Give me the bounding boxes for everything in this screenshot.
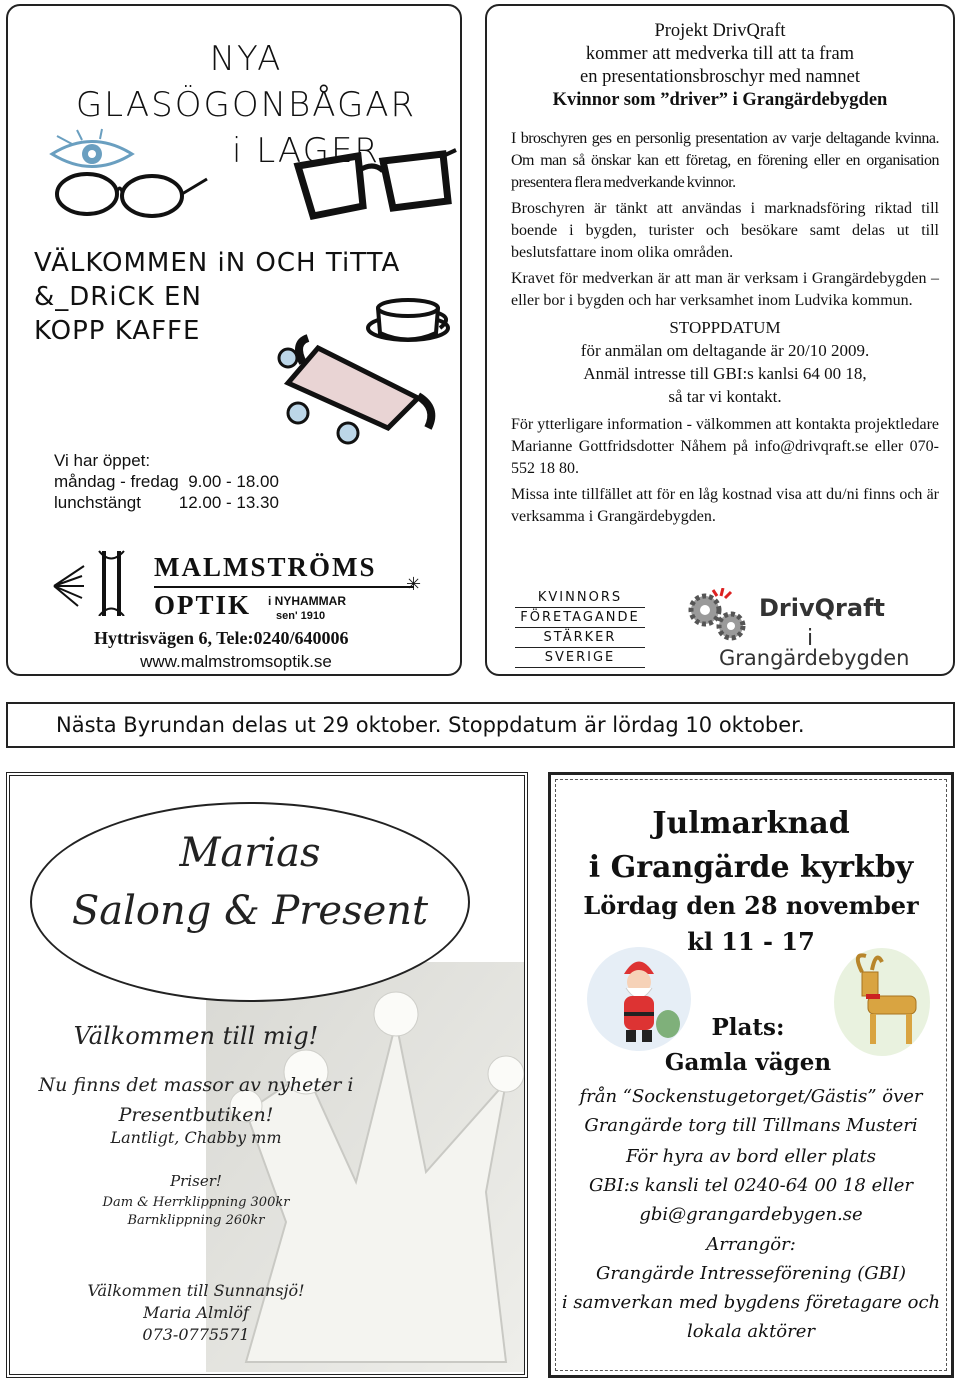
hours-line: lunchstängt 12.00 - 13.30	[54, 493, 279, 512]
julmarknad-title	[548, 802, 954, 890]
footer-line: Maria Almlöf	[143, 1303, 249, 1322]
welcome-line: &_DRiCK EN	[34, 282, 202, 312]
news-line: Nu finns det massor av nyheter i	[38, 1074, 354, 1096]
prices-title: Priser!	[170, 1172, 222, 1190]
welcome-line: KOPP KAFFE	[34, 316, 201, 346]
salon-name	[30, 824, 470, 940]
route-line: Grangärde torg till Tillmans Musteri	[584, 1115, 918, 1136]
kvinnors-line: STÄRKER	[515, 628, 645, 648]
drivqraft-ad	[485, 4, 955, 676]
kvinnors-line: FÖRETAGANDE	[515, 608, 645, 628]
eye-glasses-illustration	[32, 124, 212, 224]
title-line: Julmarknad	[652, 806, 850, 841]
drivqraft-heading	[487, 20, 953, 112]
sunglasses-illustration	[288, 146, 458, 236]
divider-line	[154, 586, 414, 588]
paragraph: I broschyren ges en personlig presentation av varje deltagande kvinna. Om man så önskar kan ett företag, en förening eller en organisation presentera flera medverkande kvinnor.	[511, 130, 939, 191]
paragraph: Broschyren är tänkt att användas i marknadsföring riktad till boende i bygden, turister och besökare samt delas ut till beslutsfattare inom olika områden.	[511, 200, 939, 261]
deadline-line: Anmäl intresse till GBI:s kanlsi 64 00 18,	[583, 364, 867, 383]
organizer-line: Grangärde Intresseförening (GBI)	[595, 1263, 907, 1284]
brand-since: sen' 1910	[276, 610, 326, 622]
star-icon: ✳	[406, 574, 422, 594]
price-item: Barnklippning 260kr	[127, 1213, 265, 1228]
headline-line: NYA	[209, 39, 283, 79]
opening-hours	[54, 450, 279, 513]
plats-line: Gamla vägen	[664, 1049, 832, 1076]
logo-drivqraft-text: DrivQraft	[759, 594, 885, 622]
email-link[interactable]: gbi@grangardebygen.se	[639, 1204, 863, 1225]
route-line: från “Sockenstugetorget/Gästis” över	[579, 1086, 923, 1107]
location-heading	[598, 1010, 898, 1080]
organizer-line: lokala aktörer	[686, 1321, 815, 1342]
hours-line: Vi har öppet:	[54, 451, 151, 470]
style-text: Lantligt, Chabby mm	[110, 1128, 282, 1147]
deadline-block	[511, 316, 939, 408]
hours-line: måndag - fredag 9.00 - 18.00	[54, 472, 279, 491]
welcome-text: Välkommen till mig!	[73, 1022, 319, 1050]
optician-ad	[6, 4, 462, 676]
website-link[interactable]: www.malmstromsoptik.se	[140, 652, 332, 671]
paragraph: Kravet för medverkan är att man är verksam i Grangärdebygden – eller bor i bygden och har verksamhet inom Ludvika kommun.	[511, 270, 939, 309]
logo-i-text: i	[807, 626, 814, 651]
kvinnors-foretagande-logo	[515, 588, 645, 668]
footer-line: Välkommen till Sunnansjö!	[87, 1281, 305, 1300]
headline-line: i LAGER	[231, 131, 381, 171]
heading-line: kommer att medverka till att ta fram	[585, 44, 855, 64]
heading-line: Projekt DrivQraft	[654, 21, 786, 41]
deadline-line: för anmälan om deltagande är 20/10 2009.	[580, 341, 870, 360]
headline-line: GLASÖGONBÅGAR	[75, 85, 417, 125]
heading-line: en presentationsbroschyr med namnet	[580, 67, 860, 87]
rent-line: För hyra av bord eller plats	[626, 1146, 876, 1167]
phone-number: 073-0775571	[142, 1325, 250, 1344]
news-text	[26, 1070, 366, 1130]
coffee-tray-illustration	[268, 288, 458, 448]
plats-line: Plats:	[711, 1014, 785, 1041]
contact-footer	[26, 1280, 366, 1346]
price-item: Dam & Herrklippning 300kr	[102, 1195, 290, 1210]
salon-name-line: Salong & Present	[71, 888, 429, 934]
paragraph: För ytterligare information - välkommen att kontakta projektledare Marianne Gottfridsdotter Nåhem på info@drivqraft.se eller 070-552 18 80.	[511, 416, 939, 477]
logo-grangarde-text: Grangärdebygden	[719, 646, 910, 670]
fan-ornament-icon	[44, 546, 154, 616]
drivqraft-body	[511, 128, 939, 532]
malmstroms-logo	[44, 546, 444, 652]
salon-name-line: Marias	[179, 830, 321, 876]
marias-salong-ad	[6, 772, 534, 1380]
kvinnors-line: SVERIGE	[515, 648, 645, 668]
welcome-line: VÄLKOMMEN iN OCH TiTTA	[34, 248, 401, 278]
title-line: i Grangärde kyrkby	[588, 850, 914, 885]
paragraph: Missa inte tillfället att för en låg kostnad visa att du/ni finns och är verksamma i Grangärdebygden.	[511, 486, 939, 525]
brand-address: Hyttrisvägen 6, Tele:0240/640006	[94, 628, 349, 648]
brochure-name: Kvinnor som ”driver” i Grangärdebygden	[552, 90, 888, 110]
brand-location: i NYHAMMAR	[268, 594, 346, 608]
deadline-line: så tar vi kontakt.	[668, 387, 782, 406]
kvinnors-line: KVINNORS	[515, 588, 645, 608]
route-text	[548, 1082, 954, 1140]
news-line: Presentbutiken!	[118, 1104, 274, 1126]
julmarknad-ad	[548, 772, 956, 1380]
next-issue-banner: Nästa Byrundan delas ut 29 oktober. Stoppdatum är lördag 10 oktober.	[6, 702, 955, 748]
drivqraft-logo	[683, 588, 943, 672]
organizer-line: i samverkan med bygdens företagare och	[561, 1292, 941, 1313]
brand-sub: OPTIK	[154, 590, 252, 620]
rent-line: GBI:s kansli tel 0240-64 00 18 eller	[589, 1175, 913, 1196]
date-line: Lördag den 28 november	[583, 891, 919, 920]
gears-icon	[683, 588, 753, 648]
organizer-info	[548, 1230, 954, 1346]
brand-name: MALMSTRÖMS	[154, 552, 377, 582]
price-list	[26, 1194, 366, 1230]
rental-info	[548, 1142, 954, 1229]
time-line: kl 11 - 17	[687, 927, 815, 956]
deadline-line: STOPPDATUM	[669, 318, 781, 337]
organizer-line: Arrangör:	[706, 1234, 796, 1255]
